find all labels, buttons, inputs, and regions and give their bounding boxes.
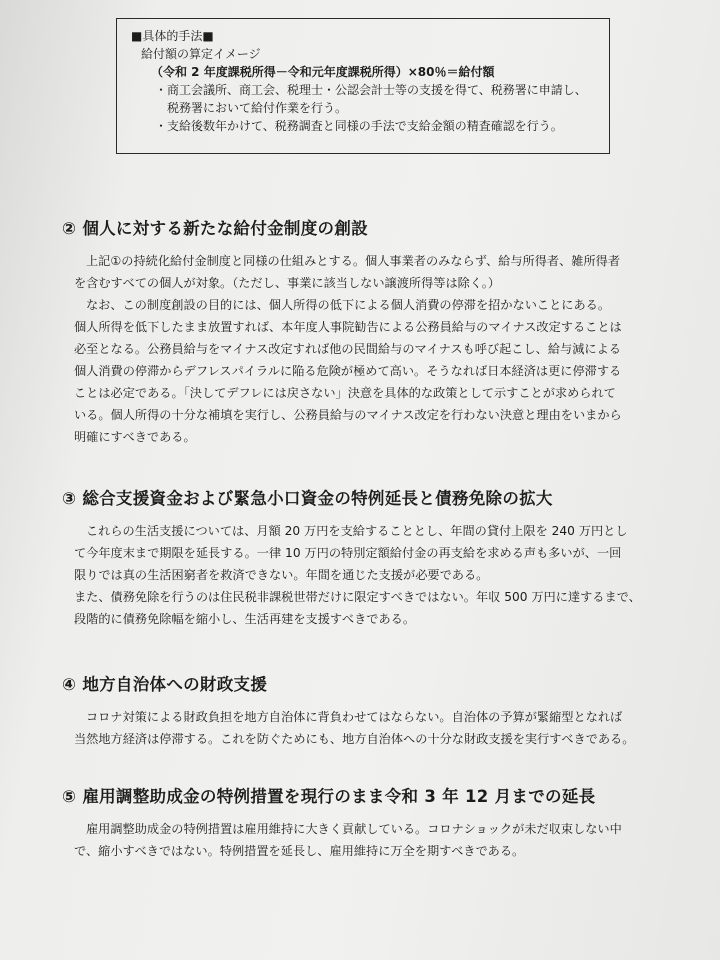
box-formula: （令和 2 年度課税所得－令和元年度課税所得）×80％＝給付額 — [151, 65, 495, 79]
paragraph-line: 段階的に債務免除幅を縮小し、生活再建を支援すべきである。 — [74, 612, 416, 626]
method-box — [116, 18, 610, 154]
paragraph-line: ことは必定である。「決してデフレには戻さない」決意を具体的な政策として示すことが求められて — [74, 386, 616, 400]
paragraph-line: 必至となる。公務員給与をマイナス改定すれば他の民間給与のマイナスも呼び起こし、給与減による — [74, 342, 621, 356]
paragraph-line: 当然地方経済は停滞する。これを防ぐためにも、地方自治体への十分な財政支援を実行すべきである。 — [74, 732, 635, 746]
paragraph-line: 個人消費の停滞からデフレスパイラルに陥る危険が極めて高い。そうなれば日本経済は更に停滞する — [74, 364, 622, 378]
paragraph-line: 雇用調整助成金の特例措置は雇用維持に大きく貢献している。コロナショックが未だ収束しない中 — [86, 822, 622, 836]
paragraph-line: て今年度末まで期限を延長する。一律 10 万円の特別定額給付金の再支給を求める声も多いが、一回 — [74, 546, 622, 560]
paragraph-line: 明確にすべきである。 — [74, 430, 196, 444]
paragraph-line: 限りでは真の生活困窮者を救済できない。年間を通じた支援が必要である。 — [74, 568, 489, 582]
section-title: ② 個人に対する新たな給付金制度の創設 — [62, 219, 368, 238]
paragraph-line: これらの生活支援については、月額 20 万円を支給することとし、年間の貸付上限を 240 万円とし — [86, 524, 628, 538]
paragraph-line: 個人所得を低下したまま放置すれば、本年度人事院勧告による公務員給与のマイナス改定することは — [74, 320, 622, 334]
section-title: ④ 地方自治体への財政支援 — [62, 675, 268, 694]
paragraph-line: コロナ対策による財政負担を地方自治体に背負わせてはならない。自治体の予算が緊縮型となれば — [86, 710, 623, 724]
paragraph-line: また、債務免除を行うのは住民税非課税世帯だけに限定すべきではない。年収 500 万円に達するまで、 — [74, 590, 641, 604]
section-4 — [62, 674, 702, 750]
box-heading: ■具体的手法■ — [131, 29, 214, 43]
box-bullet-1: ・商工会議所、商工会、税理士・公認会計士等の支援を得て、税務署に申請し、 — [155, 83, 587, 97]
box-subheading: 給付額の算定イメージ — [141, 47, 261, 61]
section-3 — [62, 488, 702, 630]
section-2 — [62, 218, 702, 448]
box-bullet-2: ・支給後数年かけて、税務調査と同様の手法で支給金額の精査確認を行う。 — [155, 119, 563, 133]
section-title: ⑤ 雇用調整助成金の特例措置を現行のまま令和 3 年 12 月までの延長 — [62, 787, 596, 806]
paragraph-line: なお、この制度創設の目的には、個人所得の低下による個人消費の停滞を招かないことにある。 — [86, 298, 611, 312]
paragraph-line: いる。個人所得の十分な補填を実行し、公務員給与のマイナス改定を行わない決意と理由をいまから — [74, 408, 622, 422]
paragraph-line: 上記①の持続化給付金制度と同様の仕組みとする。個人事業者のみならず、給与所得者、雑所得者 — [86, 254, 621, 268]
paragraph-line: を含むすべての個人が対象。（ただし、事業に該当しない譲渡所得等は除く。） — [74, 276, 501, 290]
box-bullet-1-cont: 税務署において給付作業を行う。 — [167, 101, 348, 115]
section-5 — [62, 786, 702, 862]
section-title: ③ 総合支援資金および緊急小口資金の特例延長と債務免除の拡大 — [62, 489, 553, 508]
paragraph-line: で、縮小すべきではない。特例措置を延長し、雇用維持に万全を期すべきである。 — [74, 844, 525, 858]
